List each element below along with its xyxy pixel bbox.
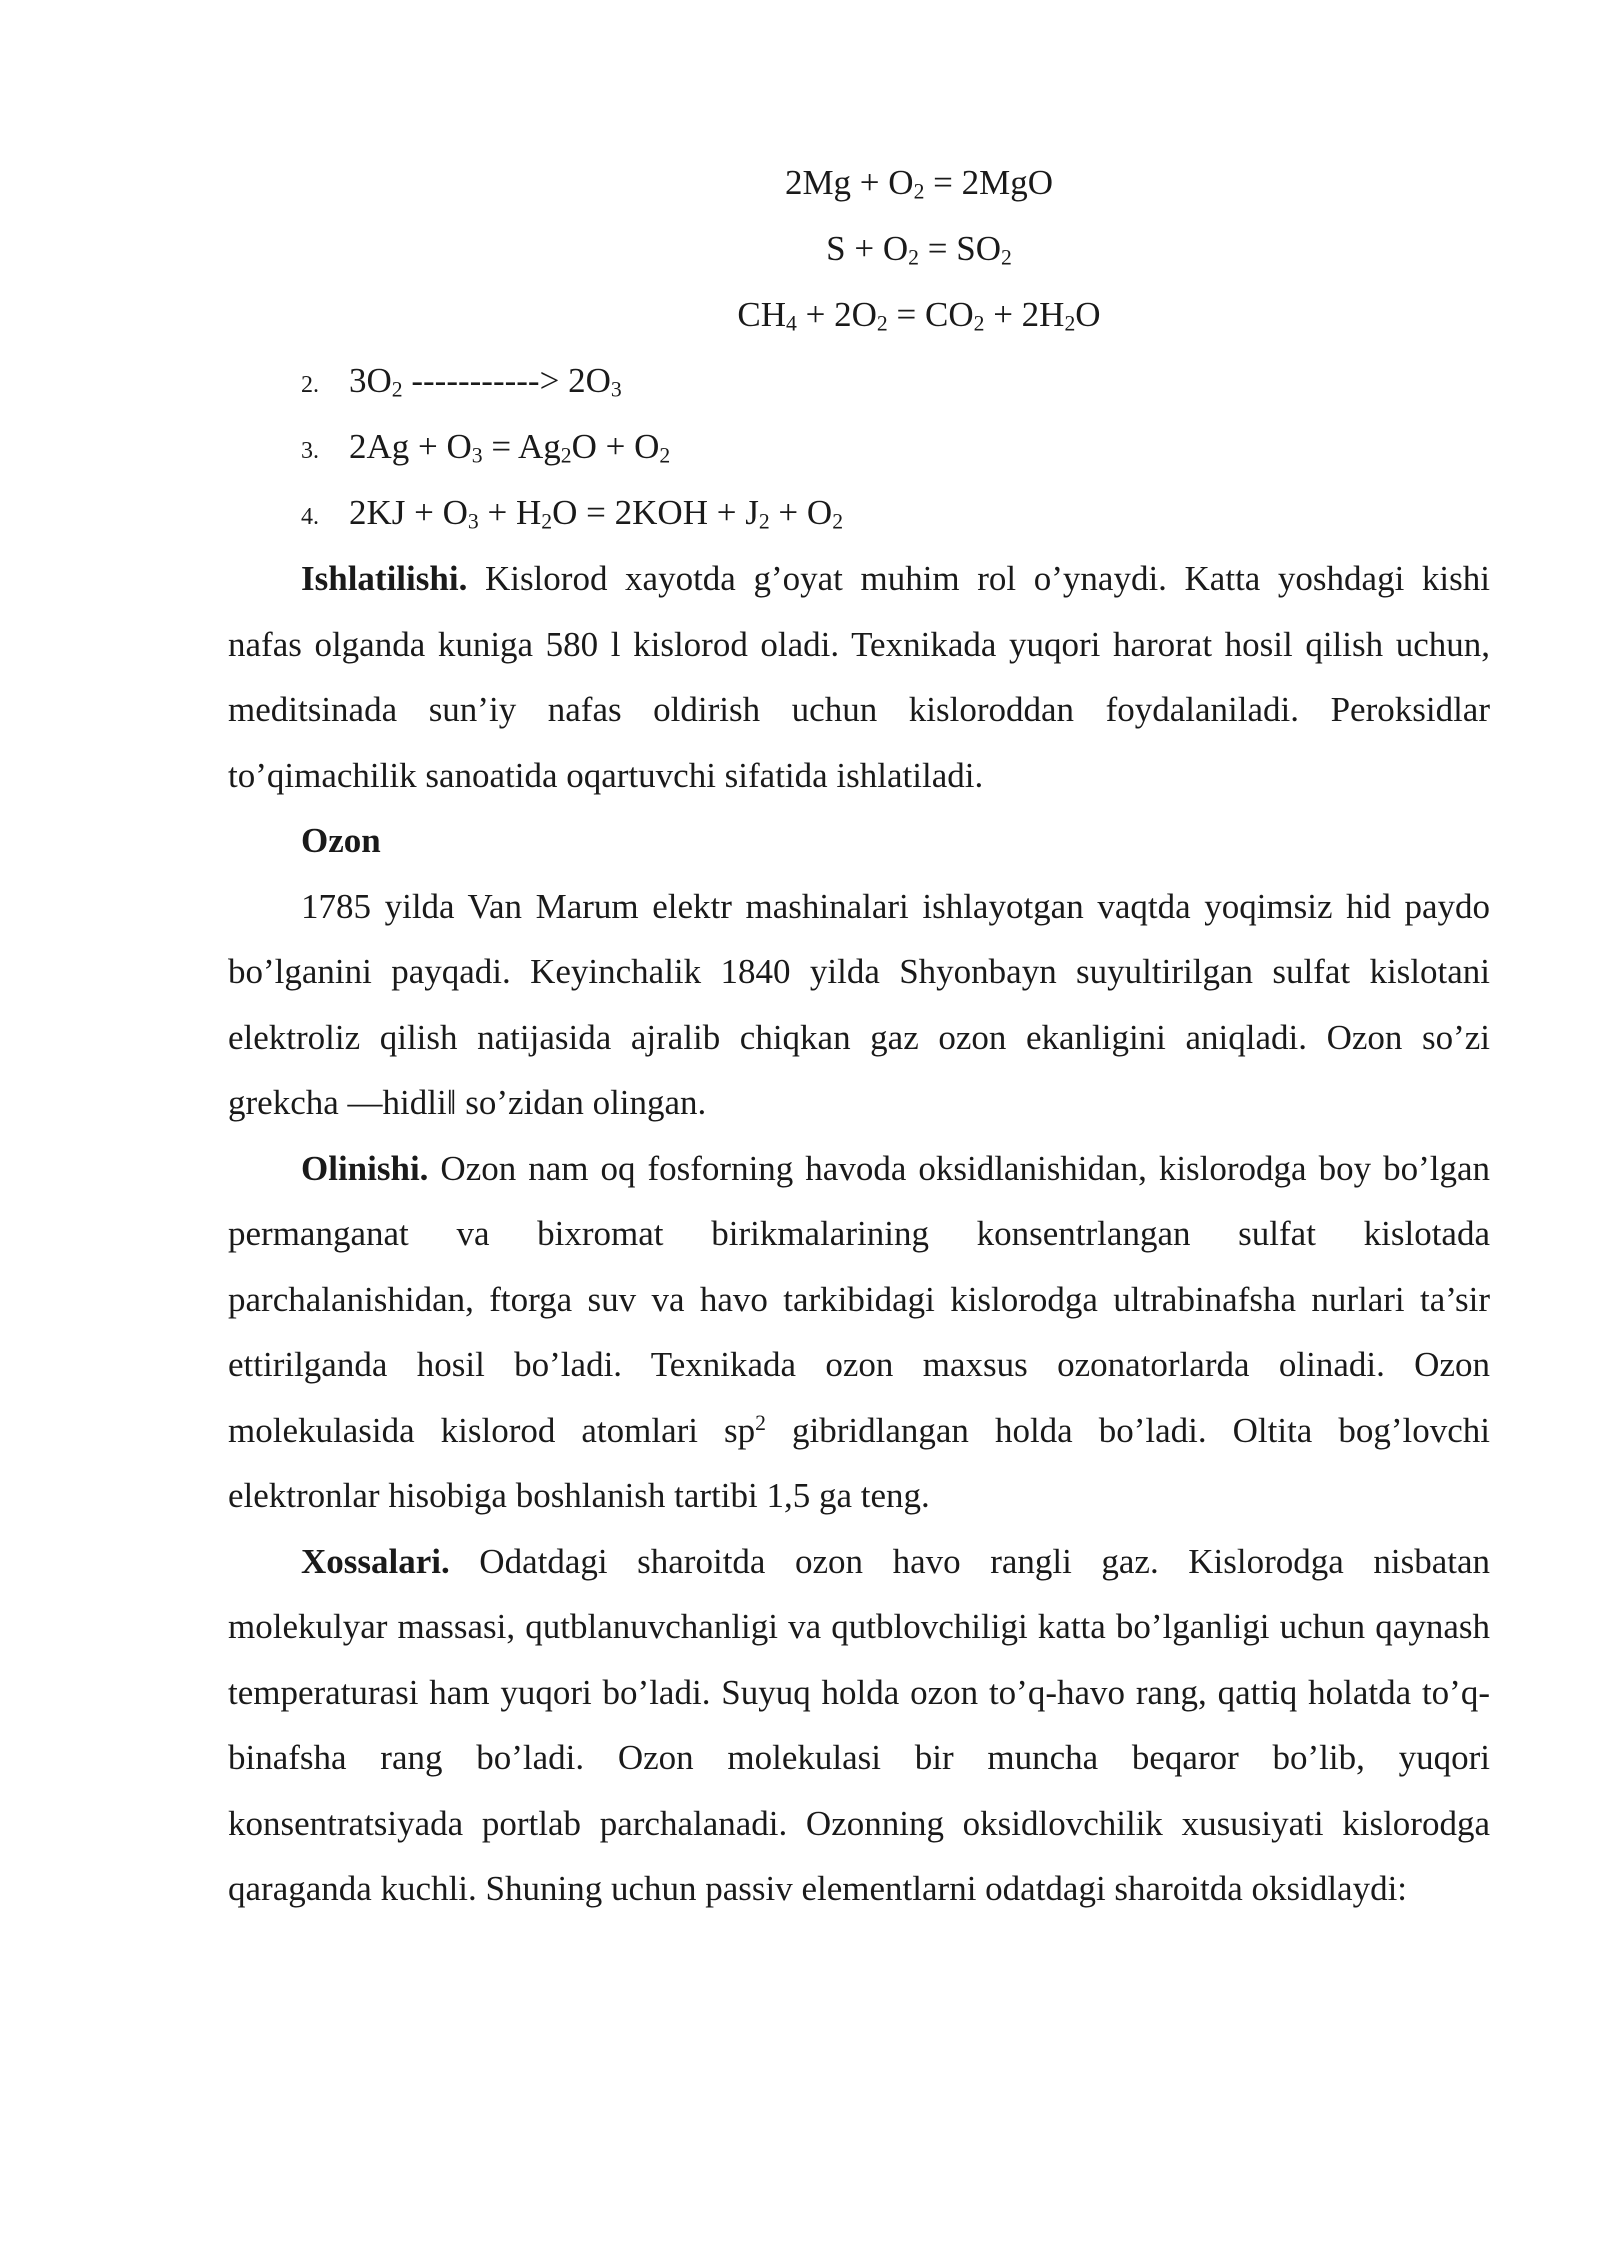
formula-text: 3O bbox=[349, 361, 392, 400]
formula-subscript: 2 bbox=[541, 509, 553, 534]
formula-subscript: 2 bbox=[560, 443, 572, 468]
formula-subscript: 2 bbox=[659, 443, 671, 468]
formula-subscript: 4 bbox=[786, 311, 797, 336]
equation-item bbox=[228, 348, 1490, 414]
formula-text: O bbox=[1075, 295, 1101, 334]
equation-number: 3. bbox=[301, 438, 319, 464]
formula-subscript: 2 bbox=[876, 311, 888, 336]
paragraph-text: Odatdagi sharoitda ozon havo rangli gaz. Kislorodga nisbatan molekulyar massasi, qutblanuvchanligi va qutblovchiligi katta bo’lganligi uchun qaynash temperaturasi ham yuqori bo’ladi. Suyuq holda ozon to’q-havo rang, qattiq holatda to’q-binafsha rang bo’ladi. Ozon molekulasi bir muncha beqaror bo’lib, yuqori konsentratsiyada portlab parchalanadi. Ozonning oksidlovchilik xususiyati kislorodga qaraganda kuchli. Shuning uchun passiv elementlarni odatdagi sharoitda oksidlaydi: bbox=[228, 1541, 1490, 1908]
document-page bbox=[228, 150, 1490, 1922]
paragraph-ishlatilishi bbox=[228, 546, 1490, 808]
formula-subscript: 2 bbox=[913, 179, 925, 204]
section-heading-ozon bbox=[228, 808, 1490, 874]
formula-text: + H bbox=[478, 493, 542, 532]
paragraph-ozon-history: 1785 yilda Van Marum elektr mashinalari ishlayotgan vaqtda yoqimsiz hid paydo bo’lganini payqadi. Keyinchalik 1840 yilda Shyonbayn suyultirilgan sulfat kislotani elektroliz qilish natijasida ajralib chiqkan gaz ozon ekanligini aniqladi. Ozon so’zi grekcha ―hidli‖ so’zidan olingan. bbox=[228, 886, 1490, 1122]
superscript: 2 bbox=[755, 1410, 766, 1435]
equation-number: 2. bbox=[301, 372, 319, 398]
equation-formula bbox=[349, 427, 670, 466]
formula-subscript: 2 bbox=[973, 311, 985, 336]
numbered-equations bbox=[228, 348, 1490, 546]
paragraph-text: Ozon nam oq fosforning havoda oksidlanishidan, kislorodga boy bo’lgan permanganat va bixromat birikmalarining konsentrlangan sulfat kislotada parchalanishidan, ftorga suv va havo tarkibidagi kislorodga ultrabinafsha nurlari ta’sir ettirilganda hosil bo’ladi. Texnikada ozon maxsus ozonatorlarda olinadi. Ozon molekulasida kislorod atomlari sp bbox=[228, 1148, 1490, 1450]
formula-text: = 2MgO bbox=[924, 163, 1054, 202]
formula-subscript: 3 bbox=[610, 377, 622, 402]
formula-text: 2Ag + O bbox=[349, 427, 472, 466]
formula-text: S + O bbox=[826, 229, 909, 268]
formula-subscript: 2 bbox=[758, 509, 770, 534]
formula-subscript: 2 bbox=[908, 245, 919, 270]
formula-text: O = 2KOH + J bbox=[552, 493, 759, 532]
formula-text: -----------> 2O bbox=[402, 361, 611, 400]
formula-subscript: 2 bbox=[1064, 311, 1076, 336]
formula-subscript: 2 bbox=[391, 377, 403, 402]
formula-subscript: 2 bbox=[832, 509, 844, 534]
formula-text: = CO bbox=[887, 295, 974, 334]
heading-text: Ozon bbox=[301, 821, 381, 860]
formula-text: 2Mg + O bbox=[784, 163, 914, 202]
equation-item bbox=[228, 414, 1490, 480]
equation-item bbox=[228, 480, 1490, 546]
equation-formula bbox=[349, 493, 843, 532]
formula-text: + 2H bbox=[984, 295, 1065, 334]
formula-text: CH bbox=[737, 295, 787, 334]
section-label-olinishi: Olinishi. bbox=[301, 1148, 429, 1188]
formula-subscript: 3 bbox=[471, 443, 483, 468]
equation-magnesium bbox=[228, 150, 1490, 216]
formula-subscript: 3 bbox=[467, 509, 479, 534]
formula-text: = Ag bbox=[482, 427, 561, 466]
equation-sulfur bbox=[228, 216, 1490, 282]
section-label-xossalari: Xossalari. bbox=[301, 1541, 450, 1581]
equation-methane bbox=[228, 282, 1490, 348]
formula-text: 2KJ + O bbox=[349, 493, 468, 532]
equation-number: 4. bbox=[301, 504, 319, 530]
formula-text: = SO bbox=[919, 229, 1001, 268]
formula-subscript: 2 bbox=[1000, 245, 1012, 270]
paragraph-text: Kislorod xayotda g’oyat muhim rol o’ynaydi. Katta yoshdagi kishi nafas olganda kuniga 580 l kislorod oladi. Texnikada yuqori harorat hosil qilish uchun, meditsinada sun’iy nafas oldirish uchun kisloroddan foydalaniladi. Peroksidlar to’qimachilik sanoatida oqartuvchi sifatida ishlatiladi. bbox=[228, 559, 1490, 795]
equation-formula bbox=[349, 361, 622, 400]
paragraph-text-continued: gibridlangan holda bo’ladi. Oltita bog’lovchi elektronlar hisobiga boshlanish tartibi 1,5 ga teng. bbox=[228, 1410, 1490, 1515]
paragraph-olinishi bbox=[228, 1136, 1490, 1529]
formula-text: O + O bbox=[571, 427, 660, 466]
centered-equations bbox=[228, 150, 1490, 348]
formula-text: + 2O bbox=[796, 295, 877, 334]
section-label-ishlatilishi: Ishlatilishi. bbox=[301, 559, 468, 598]
formula-text: + O bbox=[769, 493, 833, 532]
paragraph-xossalari bbox=[228, 1529, 1490, 1922]
